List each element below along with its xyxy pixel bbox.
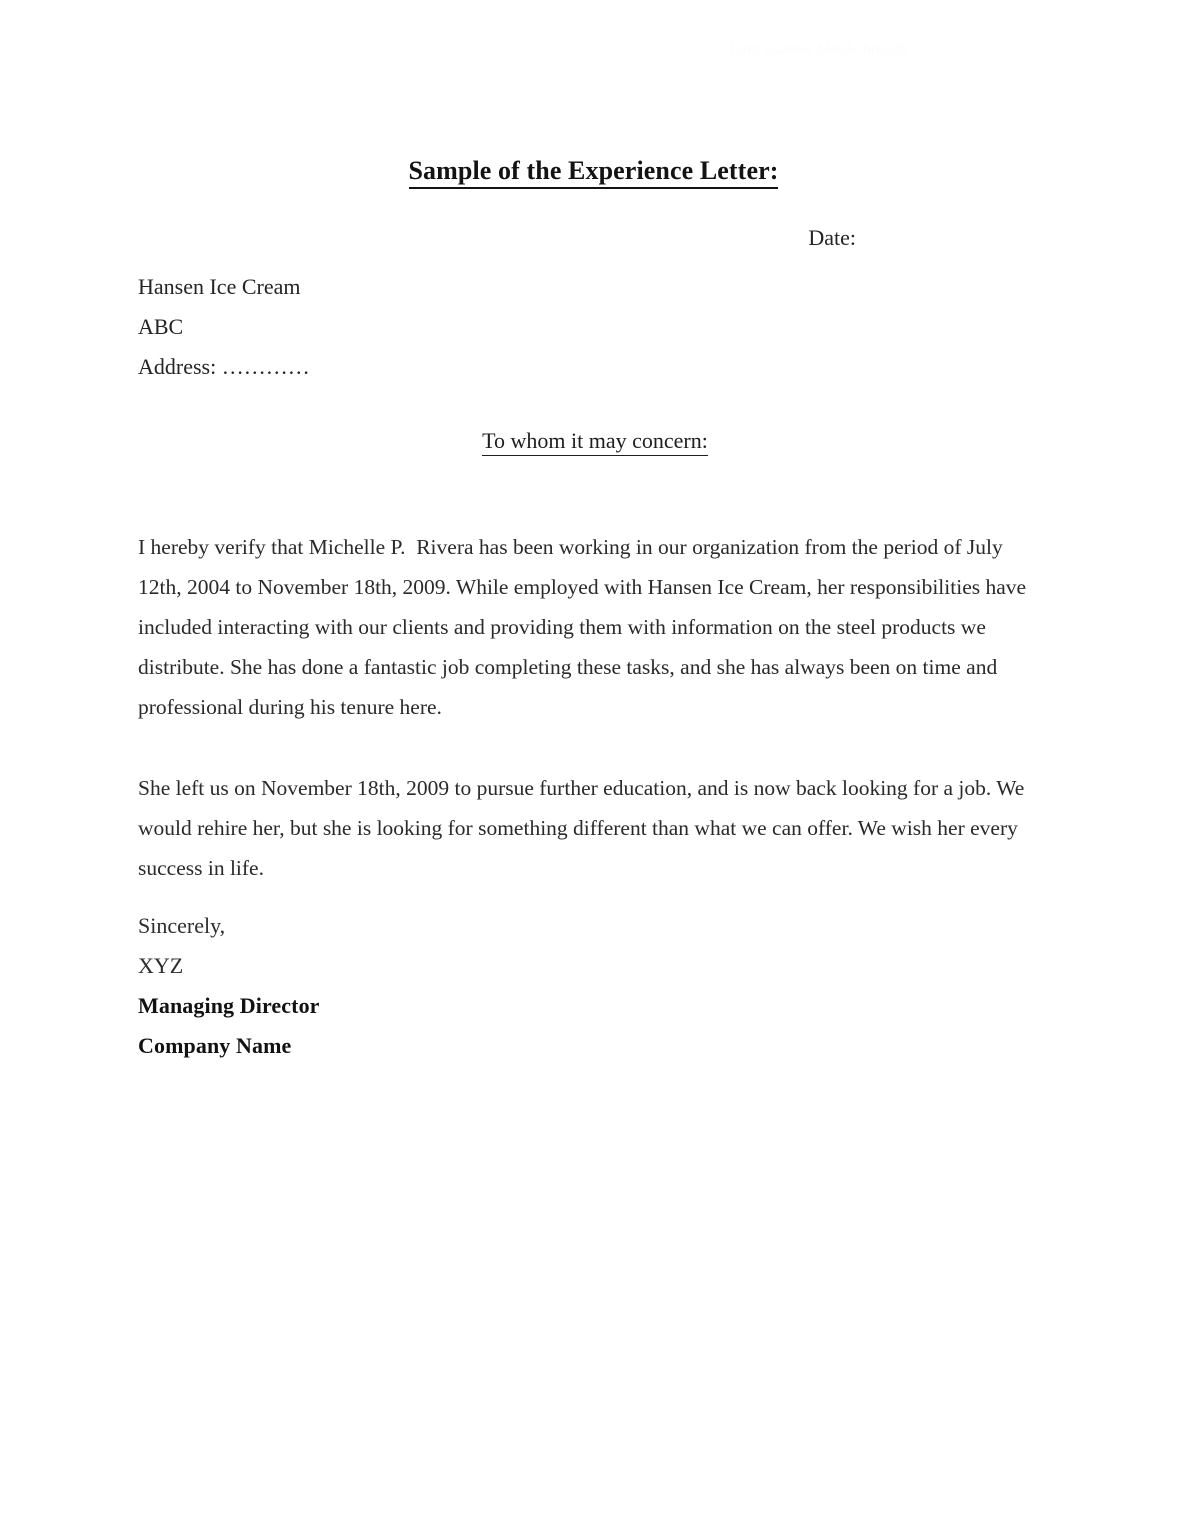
body-paragraph-1: I hereby verify that Michelle P. Rivera has been working in our organization from the period of July 12th, 2004 to November 18th, 2009. While employed with Hansen Ice Cream, her responsibilities have included interacting with our clients and providing them with information on the steel products we distribute. She has done a fantastic job completing these tasks, and she has always been on time and professional during his tenure here. xyxy=(138,534,1032,719)
salutation-text: To whom it may concern: xyxy=(482,428,708,456)
body-paragraph-2: She left us on November 18th, 2009 to pursue further education, and is now back looking for a job. We would rehire her, but she is looking for something different than what we can offer. We wish her every success in life. xyxy=(138,775,1030,880)
recipient-line-2: ABC xyxy=(138,314,184,339)
signature-name: XYZ xyxy=(138,953,184,978)
page-title xyxy=(0,156,1187,186)
signature-closing: Sincerely, xyxy=(138,913,226,938)
signature-company: Company Name xyxy=(138,1033,292,1058)
scan-bleed-artifact: faint scanner bleed-through xyxy=(730,41,909,57)
recipient-company: Hansen Ice Cream xyxy=(138,274,301,299)
salutation xyxy=(0,428,1187,454)
date-label: Date: xyxy=(808,225,856,250)
page-title-text: Sample of the Experience Letter: xyxy=(409,156,779,189)
signature-block xyxy=(138,906,320,1066)
recipient-address-block xyxy=(138,267,310,387)
recipient-address-line: Address: ………… xyxy=(138,354,310,379)
signature-designation: Managing Director xyxy=(138,993,320,1018)
